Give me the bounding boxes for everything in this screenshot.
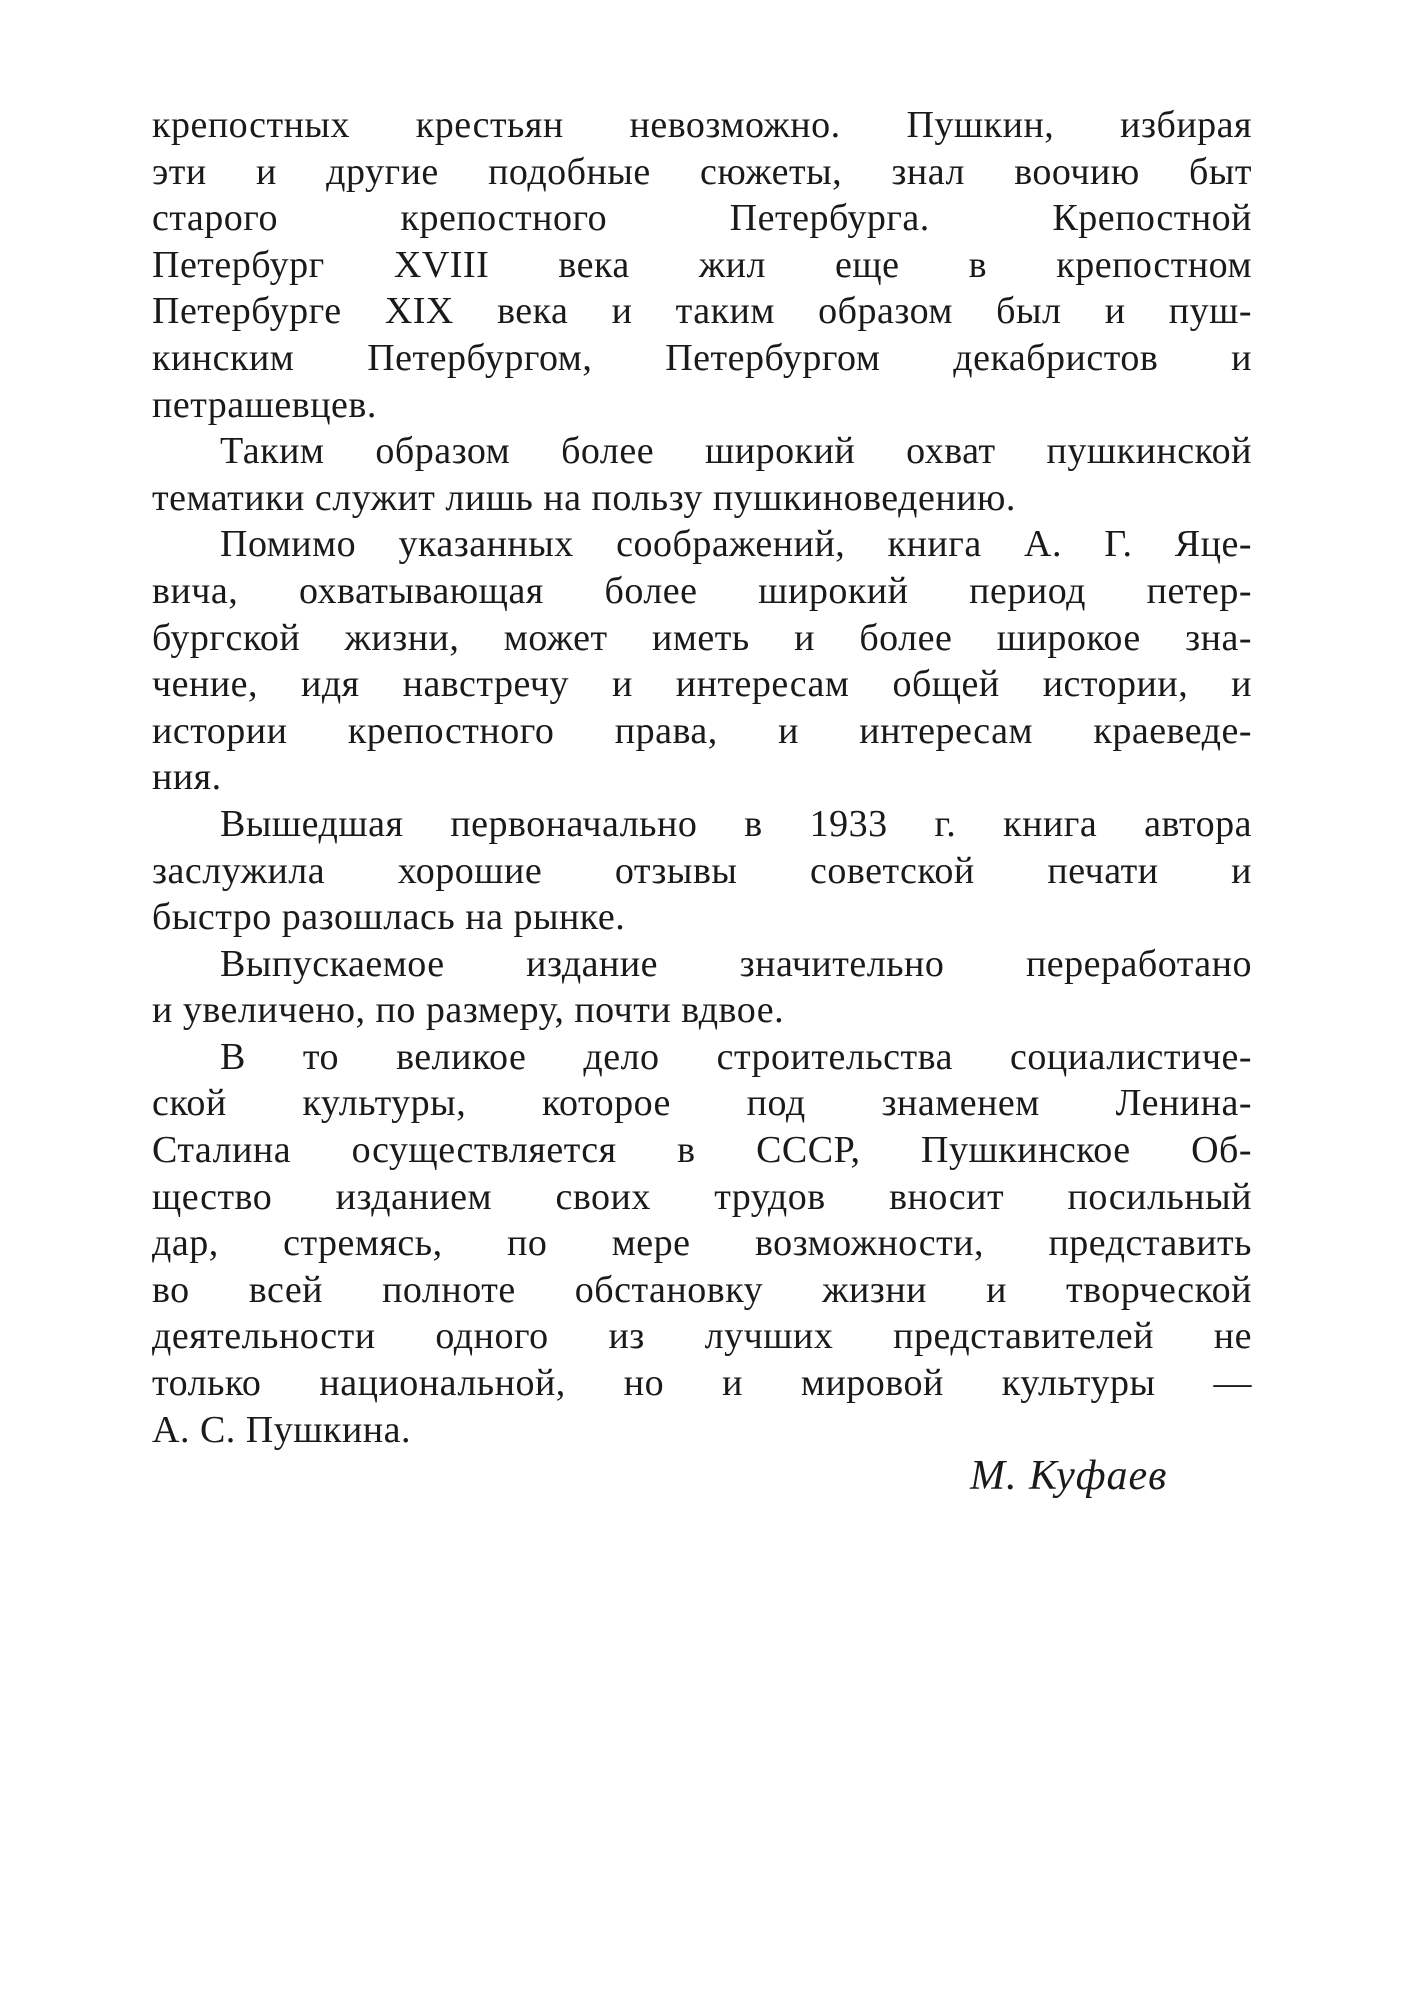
text-line: Сталина осуществляется в СССР, Пушкинское Об- bbox=[152, 1129, 1252, 1172]
text-line: старого крепостного Петербурга. Крепостной bbox=[152, 197, 1252, 240]
paragraph-2 bbox=[152, 428, 1252, 521]
text-line: истории крепостного права, и интересам краеведе- bbox=[152, 709, 1252, 752]
paragraph-5 bbox=[152, 941, 1252, 1034]
text-line: только национальной, но и мировой культуры — bbox=[152, 1362, 1252, 1405]
text-line: А. С. Пушкина. bbox=[152, 1408, 411, 1451]
paragraph-6 bbox=[152, 1034, 1252, 1453]
body-text bbox=[152, 102, 1252, 1453]
paragraph-1 bbox=[152, 102, 1252, 428]
text-line: Выпускаемое издание значительно переработано bbox=[220, 942, 1252, 985]
text-line: быстро разошлась на рынке. bbox=[152, 896, 626, 939]
text-line: заслужила хорошие отзывы советской печати и bbox=[152, 849, 1252, 892]
paragraph-3 bbox=[152, 521, 1252, 801]
text-line: деятельности одного из лучших представителей не bbox=[152, 1315, 1252, 1358]
text-line: и увеличено, по размеру, почти вдвое. bbox=[152, 989, 785, 1032]
text-line: ской культуры, которое под знаменем Ленина- bbox=[152, 1082, 1252, 1125]
text-line: крепостных крестьян невозможно. Пушкин, избирая bbox=[152, 104, 1252, 146]
text-line: тематики служит лишь на пользу пушкиноведению. bbox=[152, 476, 1016, 519]
text-line: бургской жизни, может иметь и более широкое зна- bbox=[152, 616, 1252, 659]
author-signature: М. Куфаев bbox=[970, 1453, 1168, 1499]
paragraph-4 bbox=[152, 801, 1252, 941]
text-line: щество изданием своих трудов вносит посильный bbox=[152, 1175, 1252, 1218]
text-line: вича, охватывающая более широкий период петер- bbox=[152, 569, 1252, 612]
text-line: во всей полноте обстановку жизни и творческой bbox=[152, 1268, 1252, 1311]
text-line: эти и другие подобные сюжеты, знал воочию быт bbox=[152, 150, 1252, 193]
text-line: ния. bbox=[152, 756, 222, 799]
text-line: Вышедшая первоначально в 1933 г. книга автора bbox=[220, 802, 1252, 845]
text-line: Таким образом более широкий охват пушкинской bbox=[220, 430, 1252, 473]
text-line: Петербурге XIX века и таким образом был и пуш- bbox=[152, 290, 1252, 333]
text-line: петрашевцев. bbox=[152, 383, 377, 426]
text-line: дар, стремясь, по мере возможности, представить bbox=[152, 1222, 1252, 1265]
text-line: Петербург XVIII века жил еще в крепостном bbox=[152, 243, 1252, 286]
text-line: Помимо указанных соображений, книга А. Г. Яце- bbox=[220, 523, 1252, 566]
text-line: кинским Петербургом, Петербургом декабристов и bbox=[152, 336, 1252, 379]
text-line: чение, идя навстречу и интересам общей истории, и bbox=[152, 663, 1252, 706]
text-line: В то великое дело строительства социалистиче- bbox=[220, 1035, 1252, 1078]
